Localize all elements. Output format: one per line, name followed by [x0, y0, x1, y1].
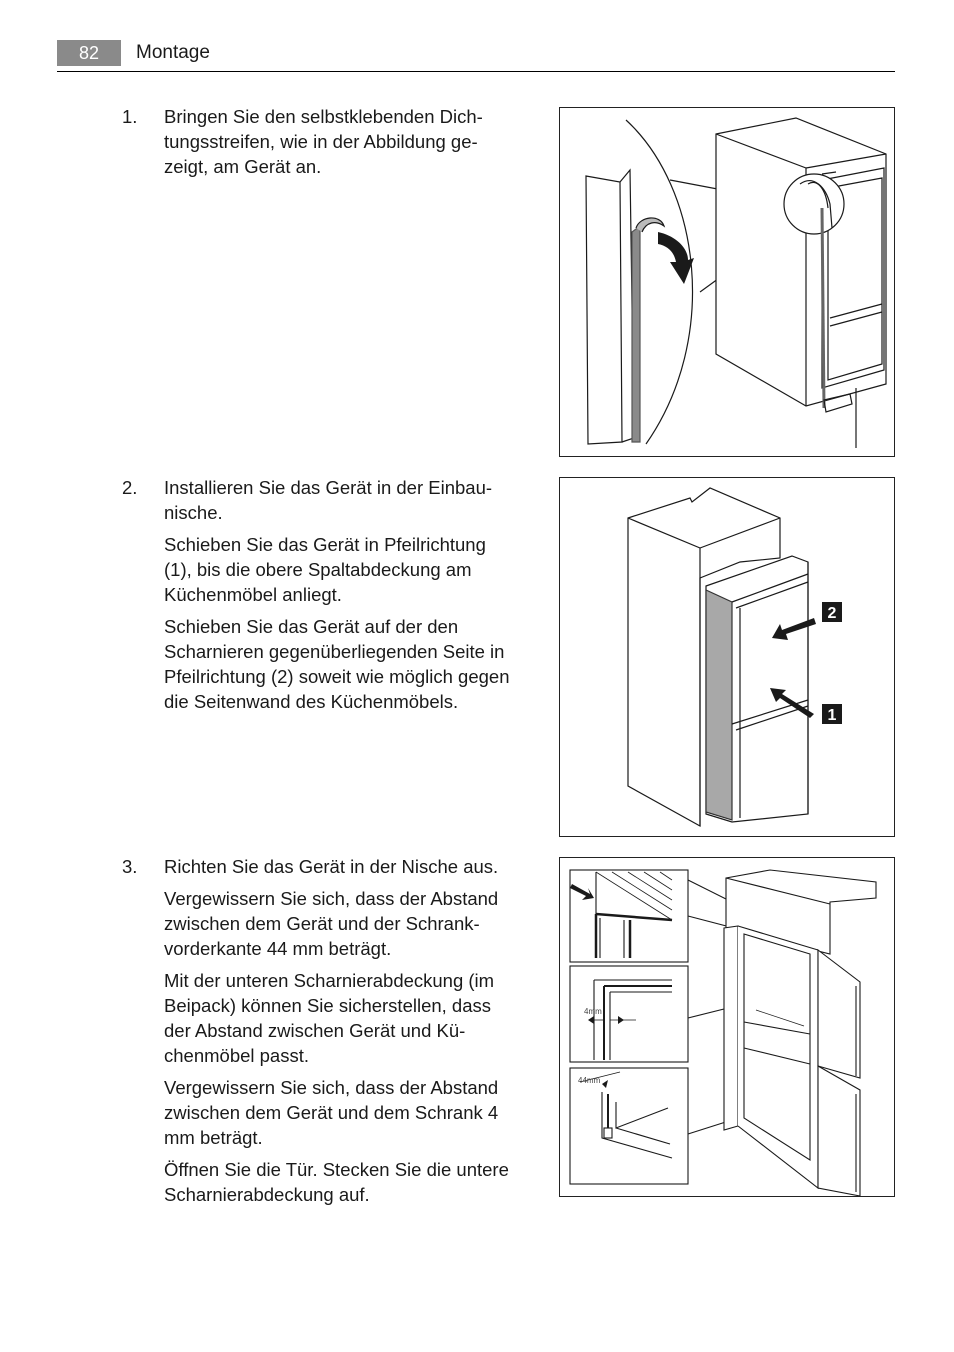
figure-install-niche	[559, 477, 895, 837]
step-paragraph: Mit der unteren Scharnierabdeckung (im Beipack) können Sie sicherstellen, dass der Abstand zwischen Gerät und Küchenmöbel passt.	[164, 970, 495, 1066]
step-1	[122, 104, 512, 186]
step-2	[122, 475, 512, 721]
arrow-label-2: 2	[827, 605, 837, 622]
align-niche-illustration	[560, 858, 894, 1196]
step-paragraph: Schieben Sie das Gerät auf der den Scharnieren gegenüberliegenden Seite in Pfeilrichtung (2) soweit wie möglich gegen die Seitenwand des Küchenmöbels.	[164, 616, 510, 712]
step-paragraph: Vergewissern Sie sich, dass der Abstand zwischen dem Gerät und der Schrankvorderkante 44 mm beträgt.	[164, 888, 499, 959]
page-number: 82	[57, 40, 121, 66]
step-paragraph: Richten Sie das Gerät in der Nische aus.	[164, 856, 499, 877]
step-paragraph: Vergewissern Sie sich, dass der Abstand zwischen dem Gerät und dem Schrank 4 mm beträgt.	[164, 1077, 499, 1148]
step-paragraph: Bringen Sie den selbstklebenden Dichtungsstreifen, wie in der Abbildung gezeigt, am Gerät an.	[164, 106, 483, 177]
install-niche-illustration	[560, 478, 894, 836]
sealing-strip-illustration	[560, 108, 894, 456]
dimension-44mm-label: 44mm	[578, 1076, 601, 1085]
step-number: 3.	[122, 856, 138, 877]
figure-align-niche	[559, 857, 895, 1197]
section-title: Montage	[136, 42, 210, 63]
step-paragraph: Installieren Sie das Gerät in der Einbaunische.	[164, 477, 493, 523]
step-number: 2.	[122, 477, 138, 498]
step-paragraph: Öffnen Sie die Tür. Stecken Sie die untere Scharnierabdeckung auf.	[164, 1159, 509, 1205]
dimension-4mm-label: 4mm	[584, 1007, 602, 1016]
arrow-label-1: 1	[827, 707, 837, 724]
step-number: 1.	[122, 106, 138, 127]
step-paragraph: Schieben Sie das Gerät in Pfeilrichtung (1), bis die obere Spaltabdeckung am Küchenmöbel anliegt.	[164, 534, 486, 605]
page-header	[57, 38, 895, 72]
figure-sealing-strip	[559, 107, 895, 457]
step-3	[122, 854, 512, 1214]
